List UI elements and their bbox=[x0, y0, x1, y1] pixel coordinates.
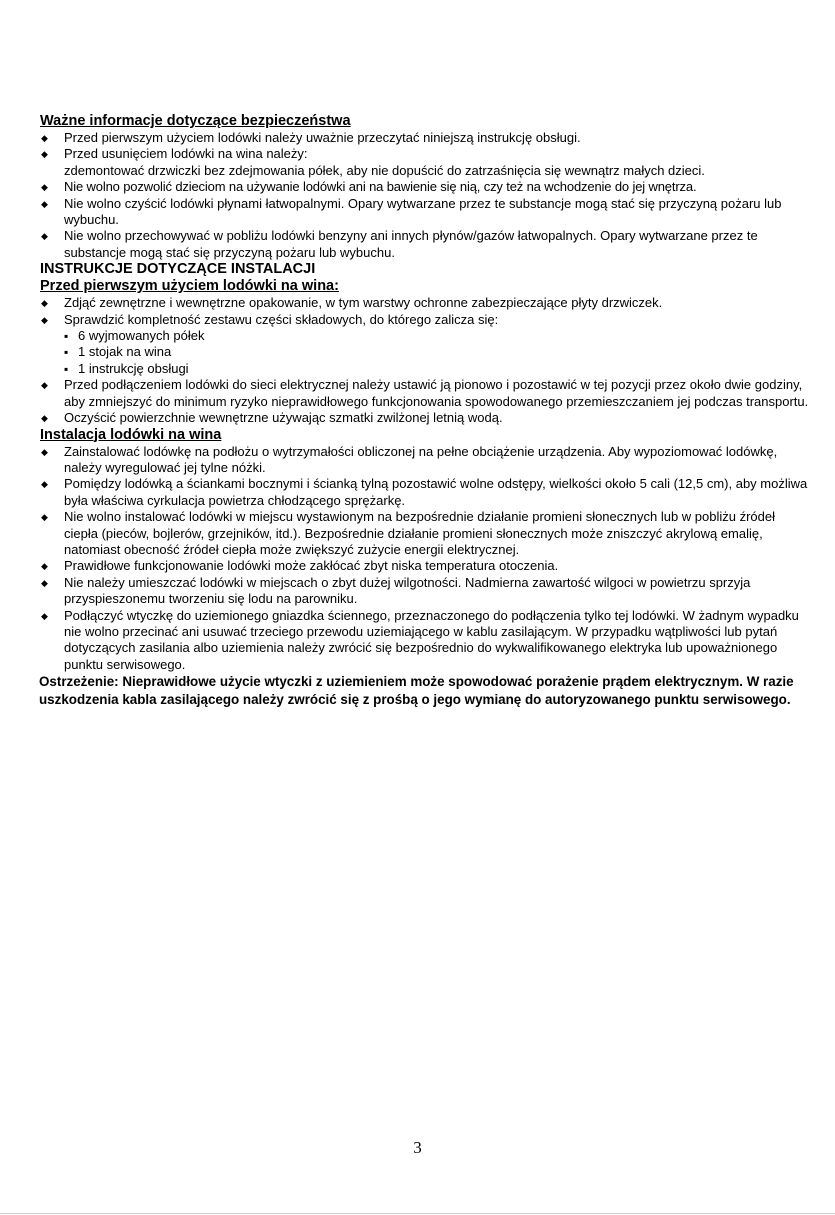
installation-subheading: Instalacja lodówki na wina bbox=[40, 426, 222, 443]
list-item: ◆ Przed podłączeniem lodówki do sieci elektrycznej należy ustawić ją pionowo i pozostawić w tej pozycji przez około dwie godziny, aby zmniejszyć do minimum ryzyko nieprawidłowego funkcjonowania spowodowanego przemieszczaniem jej podczas transportu. bbox=[40, 377, 810, 410]
list-item: ◆ Oczyścić powierzchnie wewnętrzne używając szmatki zwilżonej letnią wodą. bbox=[40, 410, 810, 426]
list-item bbox=[40, 146, 810, 179]
installation-heading: INSTRUKCJE DOTYCZĄCE INSTALACJI bbox=[40, 261, 316, 278]
list-item: ◆ Nie wolno instalować lodówki w miejscu wystawionym na bezpośrednie działanie promieni słonecznych lub w pobliżu źródeł ciepła (pieców, bojlerów, grzejników, itd.). Bezpośrednie działanie promieni słonecznych może zniszczyć akrylową emalię, natomiast obecność źródeł ciepła może zwiększyć zużycie energii elektrycznej. bbox=[40, 509, 810, 558]
warning-text: Ostrzeżenie: Nieprawidłowe użycie wtyczki z uziemieniem może spowodować porażenie prądem elektrycznym. W razie uszkodzenia kabla zasilającego należy zwrócić się z prośbą o jego wymianę do autoryzowanego punktu serwisowego. bbox=[39, 674, 794, 708]
list-item: ◆ Nie należy umieszczać lodówki w miejscach o zbyt dużej wilgotności. Nadmierna zawartość wilgoci w powietrzu sprzyja przyspieszonemu tworzeniu się lodu na parowniku. bbox=[40, 575, 810, 608]
list-item: ◆ Nie wolno pozwolić dzieciom na używanie lodówki ani na bawienie się nią, czy też na wchodzenie do jej wnętrza. bbox=[40, 179, 810, 195]
list-item-text: Przed usunięciem lodówki na wina należy: zdemontować drzwiczki bez zdejmowania półek, aby nie dopuścić do zatrzaśnięcia się wewnątrz małych dzieci. bbox=[64, 146, 705, 178]
parts-list-item: ▪ 6 wyjmowanych półek bbox=[64, 328, 810, 344]
list-item: ◆ Prawidłowe funkcjonowanie lodówki może zakłócać zbyt niska temperatura otoczenia. bbox=[40, 558, 810, 574]
installation-list bbox=[40, 444, 810, 674]
list-item bbox=[40, 312, 810, 378]
list-item: ◆ Zdjąć zewnętrzne i wewnętrzne opakowanie, w tym warstwy ochronne zabezpieczające płyty drzwiczek. bbox=[40, 295, 810, 311]
page-bottom-edge bbox=[0, 1213, 835, 1214]
list-item: ◆ Podłączyć wtyczkę do uziemionego gniazdka ściennego, przeznaczonego do podłączenia tylko tej lodówki. W żadnym wypadku nie wolno przecinać ani usuwać trzeciego przewodu uziemiającego w kablu zasilającym. W przypadku wątpliwości lub pytań dotyczących zasilania albo uziemienia należy zwrócić się bezpośrednio do wykwalifikowanego elektryka lub upoważnionego punktu serwisowego. bbox=[40, 608, 810, 674]
before-first-use-heading: Przed pierwszym użyciem lodówki na wina: bbox=[40, 278, 339, 295]
page-number: 3 bbox=[413, 1138, 422, 1157]
list-item: ◆ Zainstalować lodówkę na podłożu o wytrzymałości obliczonej na pełne obciążenie urządzenia. Aby wypoziomować lodówkę, należy wyregulować jej tylne nóżki. bbox=[40, 444, 810, 477]
parts-list-item: ▪ 1 instrukcję obsługi bbox=[64, 361, 810, 377]
safety-list bbox=[40, 130, 810, 261]
parts-list bbox=[64, 328, 810, 377]
safety-heading: Ważne informacje dotyczące bezpieczeństwa bbox=[40, 113, 351, 129]
list-item: ◆ Nie wolno czyścić lodówki płynami łatwopalnymi. Opary wytwarzane przez te substancje mogą stać się przyczyną pożaru lub wybuchu. bbox=[40, 196, 810, 229]
before-first-use-list bbox=[40, 295, 810, 426]
list-item: ◆ Pomiędzy lodówką a ściankami bocznymi i ścianką tylną pozostawić wolne odstępy, wielkości około 5 cali (12,5 cm), aby możliwa była właściwa cyrkulacja powietrza chłodzącego sprężarkę. bbox=[40, 476, 810, 509]
document-body bbox=[40, 113, 810, 709]
list-item-text: Sprawdzić kompletność zestawu części składowych, do którego zalicza się: bbox=[64, 311, 499, 327]
list-item: ◆ Nie wolno przechowywać w pobliżu lodówki benzyny ani innych płynów/gazów łatwopalnych. Opary wytwarzane przez te substancje mogą stać się przyczyną pożaru lub wybuchu. bbox=[40, 228, 810, 261]
parts-list-item: ▪ 1 stojak na wina bbox=[64, 344, 810, 360]
list-item: ◆ Przed pierwszym użyciem lodówki należy uważnie przeczytać niniejszą instrukcję obsługi. bbox=[40, 130, 810, 146]
